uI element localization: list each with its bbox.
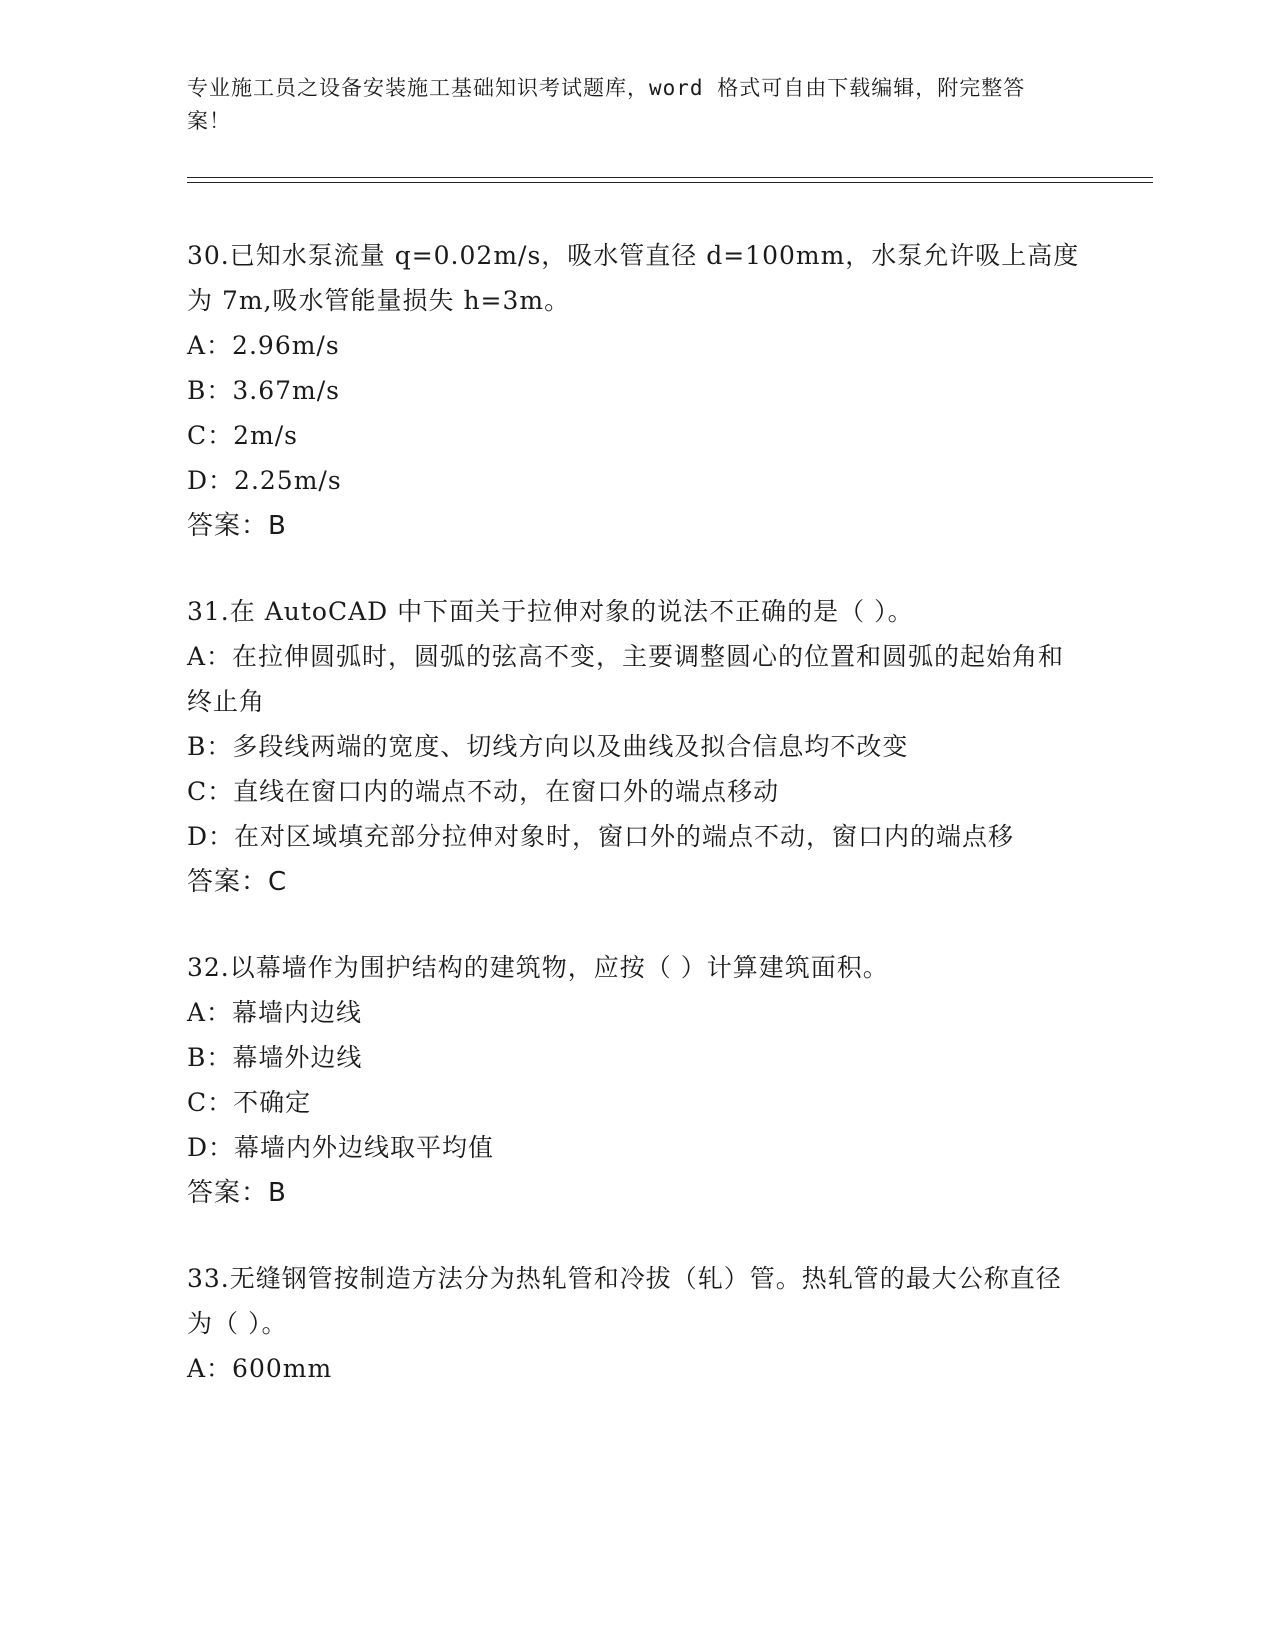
option-d: D：幕墙内外边线取平均值: [187, 1133, 495, 1162]
question-text: 30.已知水泵流量 q=0.02m/s，吸水管直径 d=100mm，水泵允许吸上高度为 7m,吸水管能量损失 h=3m。: [187, 241, 1080, 315]
header-divider-top: [187, 177, 1153, 178]
option-a: A：幕墙内边线: [187, 998, 363, 1027]
question-30: [187, 233, 1087, 549]
option-a: A：600mm: [187, 1354, 333, 1383]
question-32: [187, 945, 1087, 1216]
option-d: D：在对区域填充部分拉伸对象时，窗口外的端点不动，窗口内的端点移: [187, 822, 1015, 851]
option-b: B：多段线两端的宽度、切线方向以及曲线及拟合信息均不改变: [187, 732, 909, 761]
question-text: 33.无缝钢管按制造方法分为热轧管和冷拔（轧）管。热轧管的最大公称直径为（ ）。: [187, 1264, 1062, 1338]
option-c: C：不确定: [187, 1088, 312, 1117]
question-list: [187, 233, 1087, 1431]
option-a: A：2.96m/s: [187, 331, 340, 360]
question-text: 32.以幕墙作为围护结构的建筑物，应按（ ）计算建筑面积。: [187, 953, 889, 982]
header-divider-bottom: [187, 182, 1153, 183]
option-a: A：在拉伸圆弧时，圆弧的弦高不变，主要调整圆心的位置和圆弧的起始角和终止角: [187, 642, 1065, 716]
question-text: 31.在 AutoCAD 中下面关于拉伸对象的说法不正确的是（ ）。: [187, 597, 914, 626]
option-b: B：3.67m/s: [187, 376, 340, 405]
answer-line: 答案：B: [187, 511, 287, 541]
option-c: C：2m/s: [187, 421, 298, 450]
question-33: [187, 1256, 1087, 1391]
document-header: 专业施工员之设备安装施工基础知识考试题库，word 格式可自由下载编辑，附完整答案！: [187, 76, 1026, 133]
question-31: [187, 589, 1087, 905]
option-d: D：2.25m/s: [187, 466, 342, 495]
answer-line: 答案：B: [187, 1178, 287, 1208]
option-c: C：直线在窗口内的端点不动，在窗口外的端点移动: [187, 777, 780, 806]
answer-line: 答案：C: [187, 867, 288, 897]
option-b: B：幕墙外边线: [187, 1043, 363, 1072]
